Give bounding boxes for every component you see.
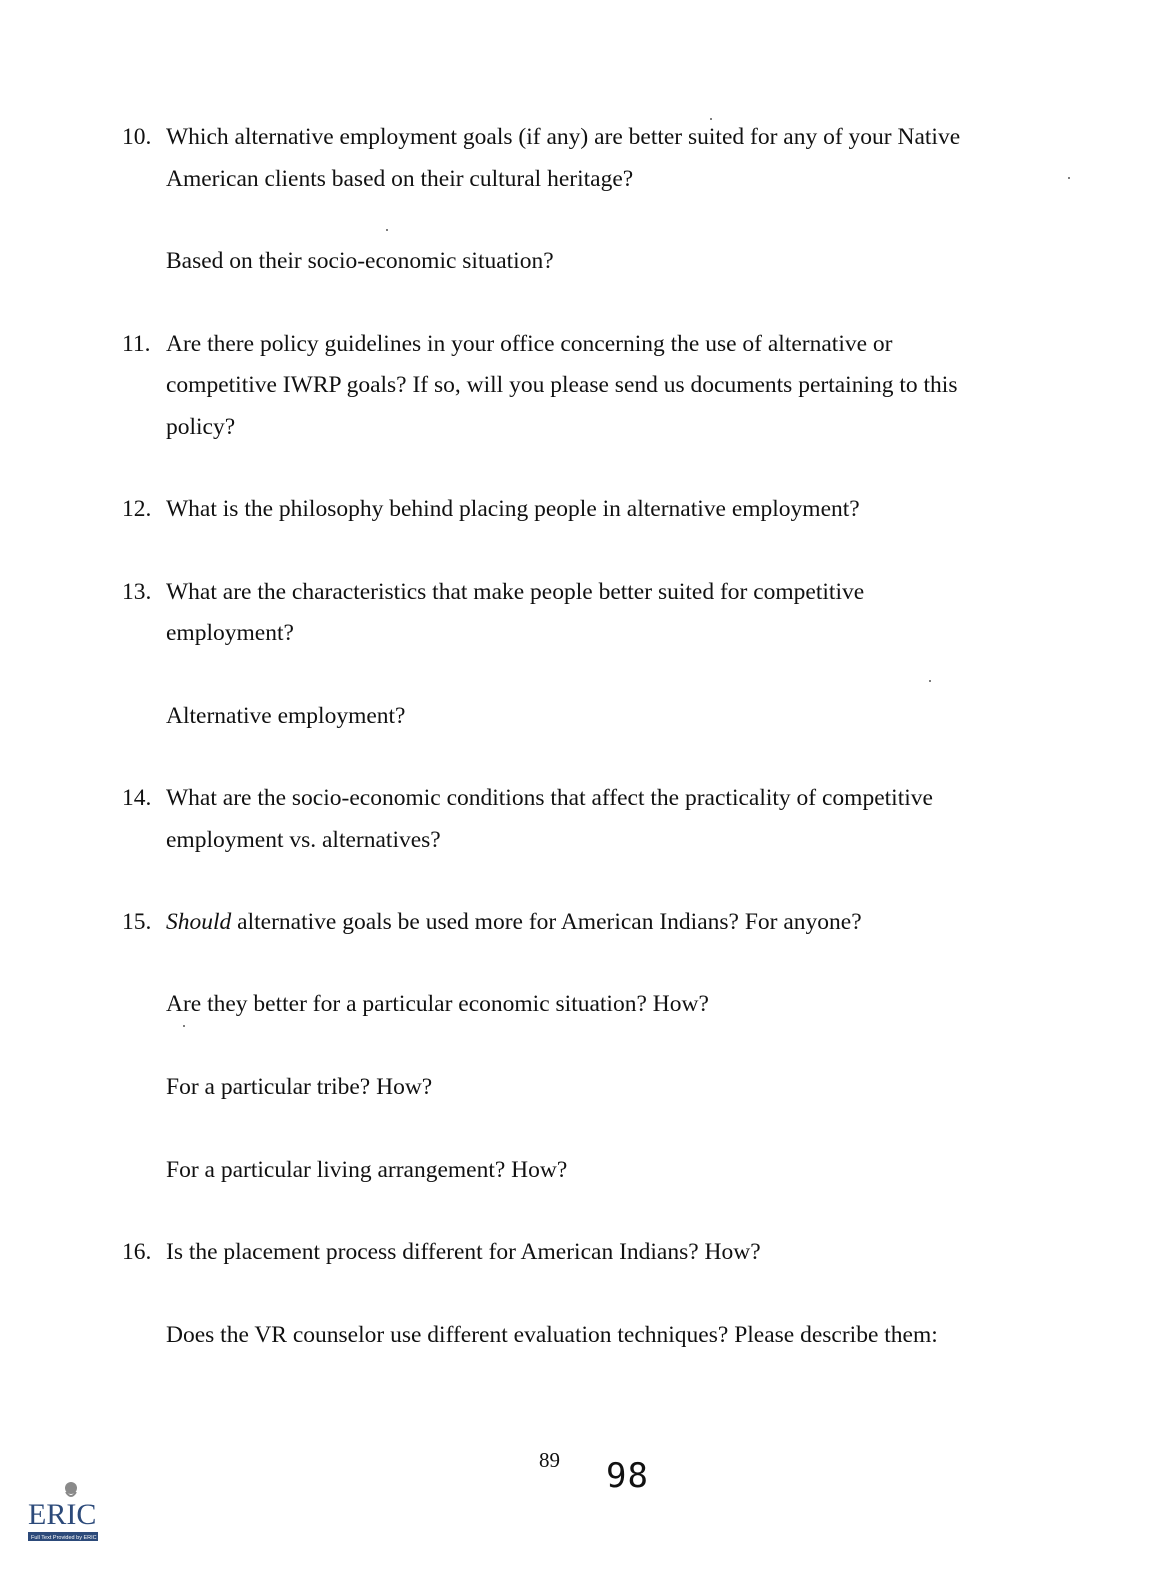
- svg-text:ERIC: ERIC: [28, 1498, 97, 1531]
- scan-speck: [183, 1025, 185, 1027]
- question-13-number: 13.: [122, 579, 152, 605]
- question-11-line-3: policy?: [166, 414, 236, 440]
- question-16-followup-1: Does the VR counselor use different evaluation techniques? Please describe them:: [166, 1322, 938, 1348]
- svg-text:Full Text Provided by ERIC: Full Text Provided by ERIC: [31, 1535, 97, 1541]
- eric-logo: [26, 1478, 100, 1544]
- stamped-page-number: 98: [606, 1456, 649, 1496]
- question-15-followup-3: For a particular living arrangement? How?: [166, 1157, 568, 1183]
- question-13-line-2: employment?: [166, 620, 294, 646]
- question-11-number: 11.: [122, 331, 151, 357]
- question-13-followup-1: Alternative employment?: [166, 703, 406, 729]
- question-16-number: 16.: [122, 1239, 152, 1265]
- scan-speck: [1068, 177, 1070, 179]
- question-12-number: 12.: [122, 496, 152, 522]
- question-10-number: 10.: [122, 124, 152, 150]
- question-11-line-1: Are there policy guidelines in your office concerning the use of alternative or: [166, 331, 893, 357]
- question-14-number: 14.: [122, 785, 152, 811]
- question-15-emphasis: Should: [166, 909, 232, 935]
- question-15-text: alternative goals be used more for American Indians? For anyone?: [237, 909, 862, 935]
- question-15-line-1: [166, 907, 862, 937]
- question-10-followup-1: Based on their socio-economic situation?: [166, 248, 554, 274]
- question-16-line-1: Is the placement process different for American Indians? How?: [166, 1239, 761, 1265]
- question-13-line-1: What are the characteristics that make people better suited for competitive: [166, 579, 865, 605]
- question-10-line-1: Which alternative employment goals (if any) are better suited for any of your Native: [166, 124, 961, 150]
- question-15-followup-2: For a particular tribe? How?: [166, 1074, 433, 1100]
- question-14-line-2: employment vs. alternatives?: [166, 827, 441, 853]
- question-15-number: 15.: [122, 909, 152, 935]
- question-10-line-2: American clients based on their cultural heritage?: [166, 166, 634, 192]
- question-15-followup-1: Are they better for a particular economic situation? How?: [166, 991, 709, 1017]
- scan-speck: [386, 229, 388, 231]
- question-14-line-1: What are the socio-economic conditions that affect the practicality of competitive: [166, 785, 933, 811]
- page-number: 89: [539, 1448, 560, 1472]
- question-12-line-1: What is the philosophy behind placing people in alternative employment?: [166, 496, 860, 522]
- scan-speck: [929, 680, 931, 682]
- question-11-line-2: competitive IWRP goals? If so, will you please send us documents pertaining to this: [166, 372, 958, 398]
- scan-speck: [710, 118, 712, 120]
